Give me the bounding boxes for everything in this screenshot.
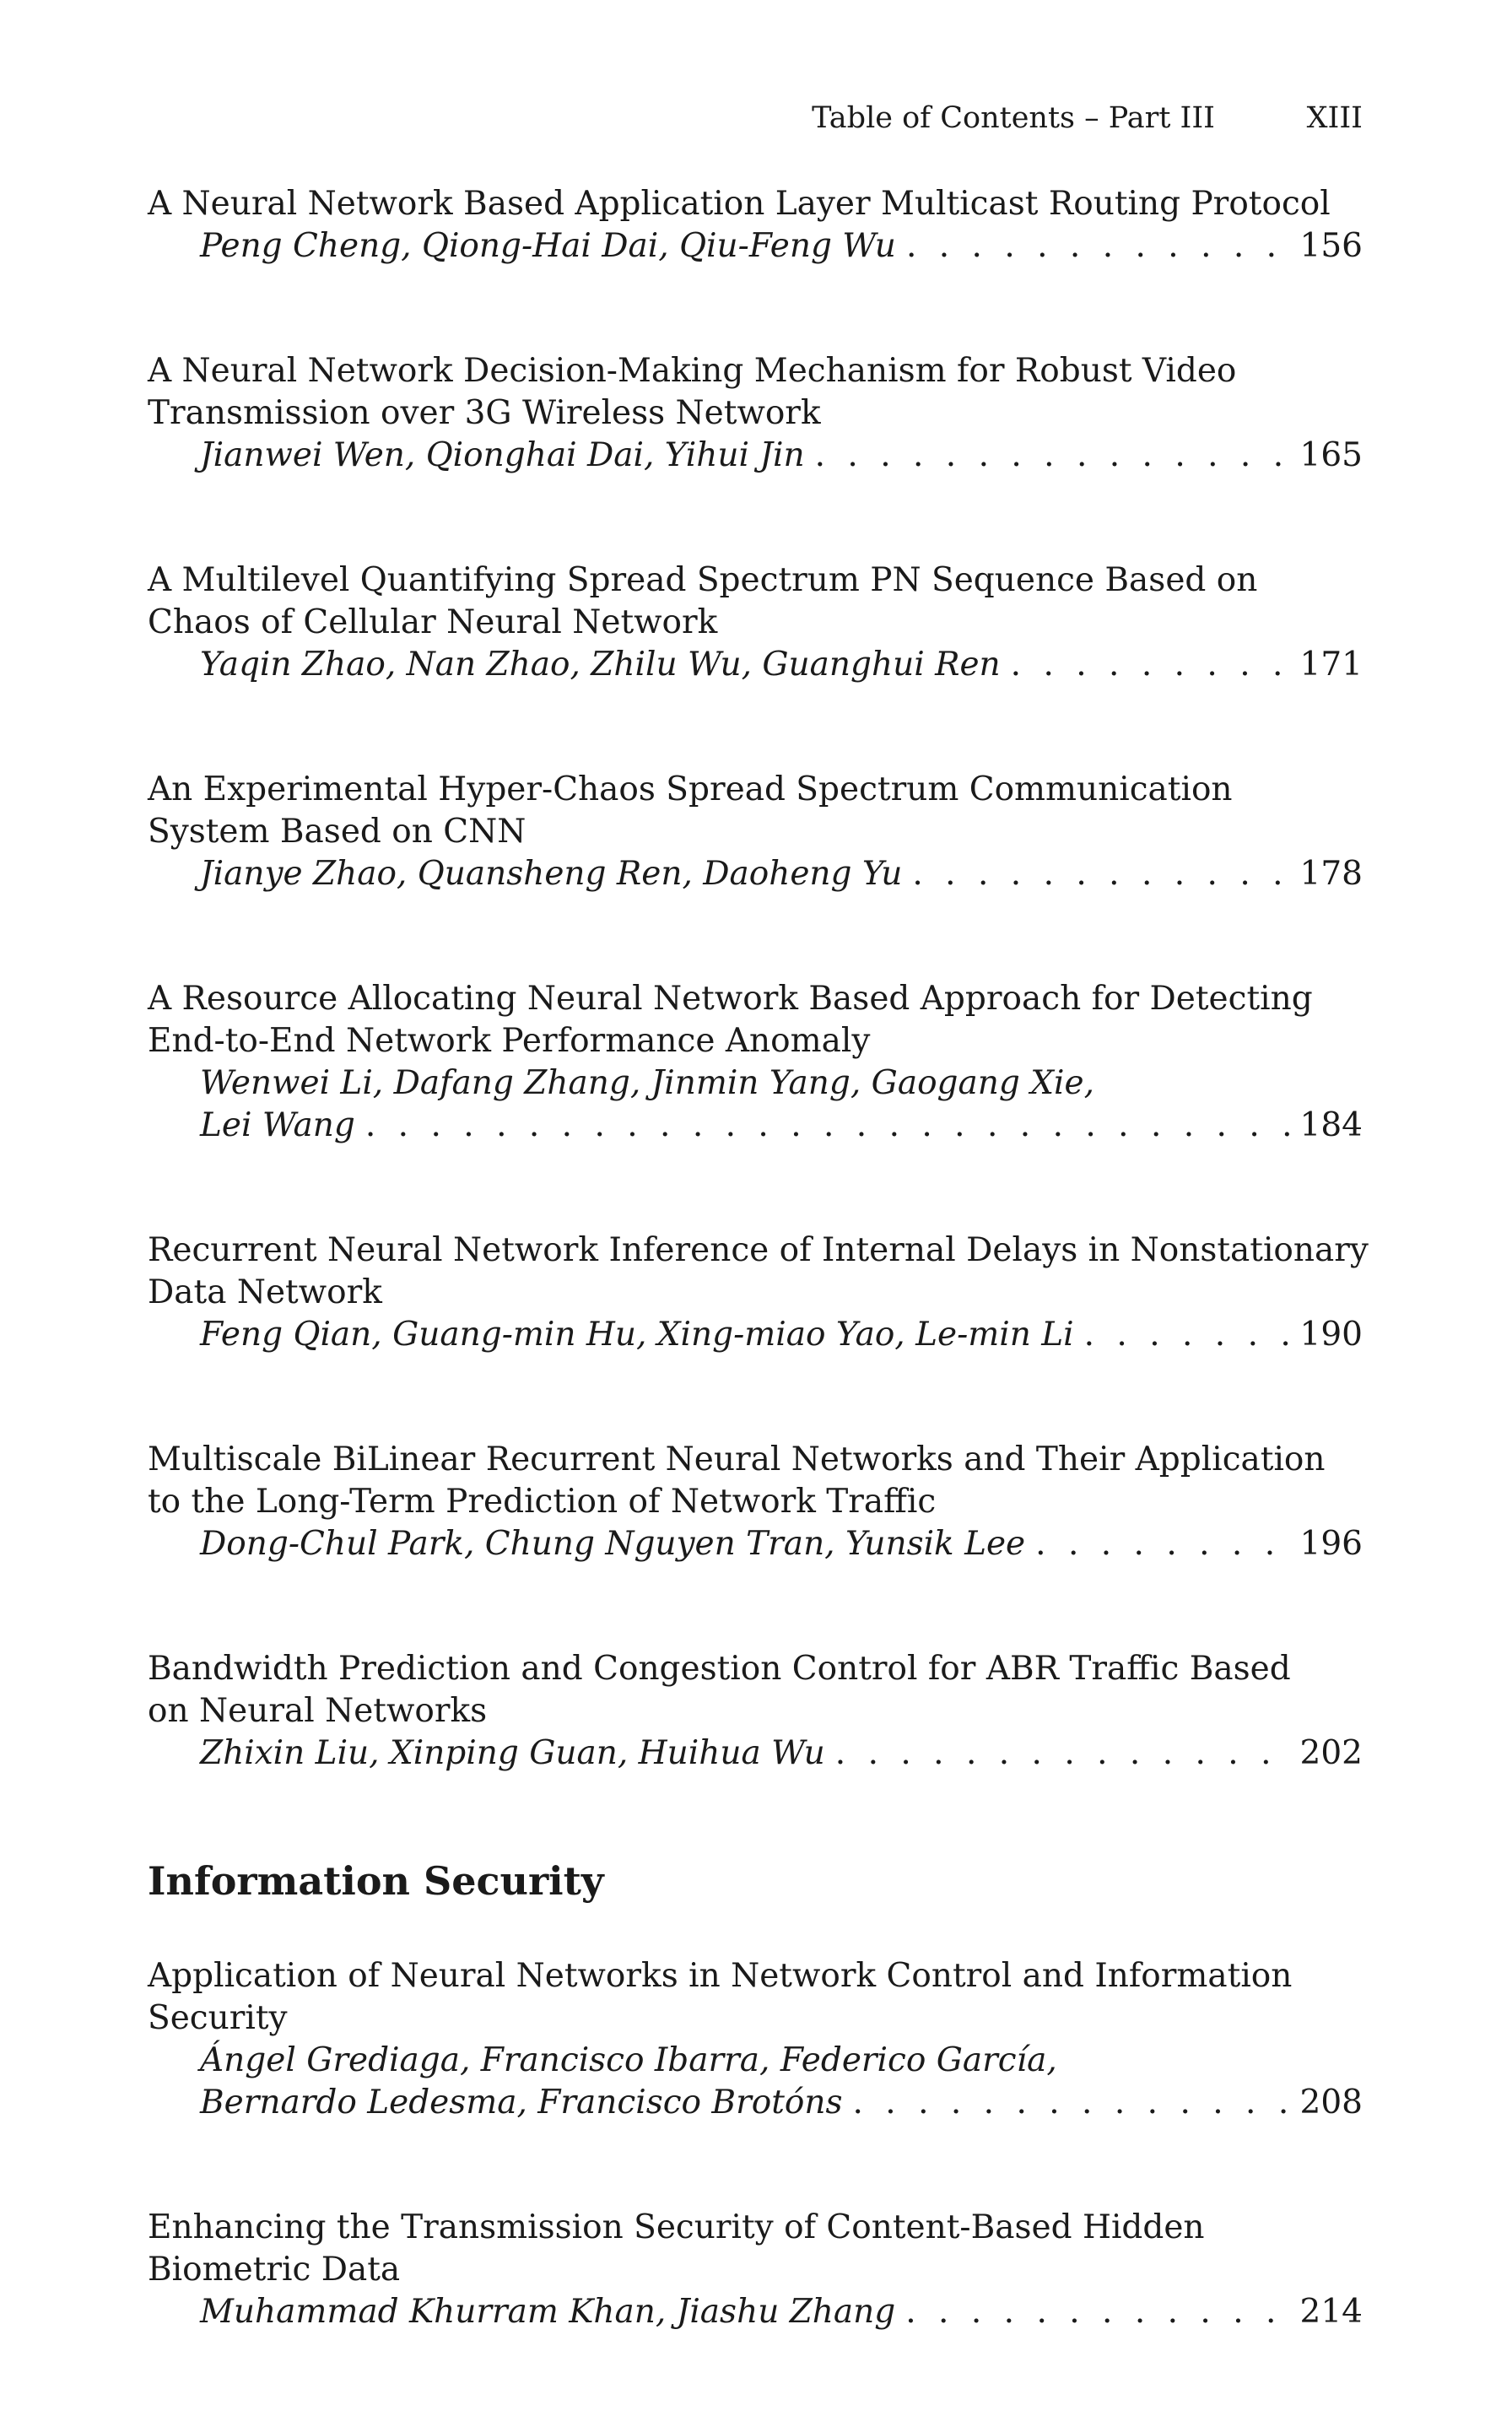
entry-title-line: Security <box>148 1999 288 2037</box>
toc-entries-information-security <box>148 1955 1363 2333</box>
entry-page-number: 171 <box>1299 646 1363 684</box>
dot-leader <box>1084 1314 1290 1356</box>
toc-entry[interactable] <box>148 559 1363 686</box>
entry-authors: Dong-Chul Park, Chung Nguyen Tran, Yunsik Lee <box>200 1525 1026 1563</box>
dot-leader <box>815 435 1290 477</box>
entry-authors-row <box>148 1105 1363 1147</box>
entry-title-line: to the Long-Term Prediction of Network Traffic <box>148 1483 937 1521</box>
entry-page-number: 190 <box>1299 1316 1363 1354</box>
dot-leader <box>853 2082 1290 2124</box>
entry-title-line: Bandwidth Prediction and Congestion Control for ABR Traffic Based <box>148 1650 1291 1688</box>
toc-entry[interactable] <box>148 1955 1363 2124</box>
entry-title-line: Data Network <box>148 1273 382 1311</box>
entry-title-line: A Neural Network Decision-Making Mechanism for Robust Video <box>148 352 1237 390</box>
dot-leader <box>1035 1523 1289 1565</box>
entry-authors-row <box>148 2291 1363 2333</box>
entry-page-number: 184 <box>1299 1106 1363 1144</box>
entry-title-line: Biometric Data <box>148 2251 401 2289</box>
entry-authors-row <box>148 435 1363 477</box>
entry-authors: Peng Cheng, Qiong-Hai Dai, Qiu-Feng Wu <box>200 227 896 265</box>
entry-page-number: 178 <box>1299 855 1363 893</box>
entry-title-line: System Based on CNN <box>148 813 526 851</box>
entry-authors-line: Wenwei Li, Dafang Zhang, Jinmin Yang, Gaogang Xie, <box>200 1064 1094 1102</box>
toc-entry[interactable] <box>148 183 1363 268</box>
entry-title-line: on Neural Networks <box>148 1692 488 1730</box>
entry-authors: Yaqin Zhao, Nan Zhao, Zhilu Wu, Guanghui Ren <box>200 646 1001 684</box>
toc-entry[interactable] <box>148 1439 1363 1565</box>
running-head-title: Table of Contents – Part III <box>812 101 1215 135</box>
entry-authors-row <box>148 853 1363 895</box>
entry-authors: Bernardo Ledesma, Francisco Brotóns <box>200 2084 843 2121</box>
entry-authors: Feng Qian, Guang-min Hu, Xing-miao Yao, Le-min Li <box>200 1316 1074 1354</box>
toc-entry[interactable] <box>148 1648 1363 1775</box>
entry-title-line: Transmission over 3G Wireless Network <box>148 394 821 432</box>
entry-authors: Zhixin Liu, Xinping Guan, Huihua Wu <box>200 1734 825 1772</box>
dot-leader <box>835 1732 1290 1775</box>
toc-entry[interactable] <box>148 2207 1363 2333</box>
entry-title-line: Recurrent Neural Network Inference of Internal Delays in Nonstationary <box>148 1231 1369 1269</box>
toc-entry[interactable] <box>148 769 1363 895</box>
entry-authors-row <box>148 2082 1363 2124</box>
entry-authors-line: Ángel Grediaga, Francisco Ibarra, Federico García, <box>200 2041 1057 2079</box>
entry-title-line: Chaos of Cellular Neural Network <box>148 603 718 641</box>
toc-entry[interactable] <box>148 978 1363 1147</box>
entry-title-line: A Multilevel Quantifying Spread Spectrum PN Sequence Based on <box>148 561 1258 599</box>
entry-page-number: 214 <box>1299 2293 1363 2331</box>
entry-title-line: Application of Neural Networks in Network Control and Information <box>148 1957 1293 1995</box>
entry-authors: Jianye Zhao, Quansheng Ren, Daoheng Yu <box>200 855 903 893</box>
table-of-contents <box>148 183 1369 2416</box>
dot-leader <box>906 225 1290 268</box>
entry-page-number: 196 <box>1299 1525 1363 1563</box>
dot-leader <box>905 2291 1289 2333</box>
entry-title-line: Multiscale BiLinear Recurrent Neural Networks and Their Application <box>148 1440 1326 1478</box>
toc-entry[interactable] <box>148 350 1363 477</box>
dot-leader <box>365 1105 1290 1147</box>
section-heading: Information Security <box>148 1858 604 1904</box>
toc-entries-network-group <box>148 183 1369 1775</box>
entry-authors-row <box>148 1523 1363 1565</box>
entry-title-line: Enhancing the Transmission Security of Content-Based Hidden <box>148 2208 1205 2246</box>
running-head-page-number: XIII <box>1306 101 1363 135</box>
entry-title-line: End-to-End Network Performance Anomaly <box>148 1022 871 1060</box>
entry-authors: Lei Wang <box>200 1106 355 1144</box>
dot-leader <box>1011 644 1290 686</box>
entry-authors: Muhammad Khurram Khan, Jiashu Zhang <box>200 2293 896 2331</box>
entry-authors-row <box>148 1732 1363 1775</box>
dot-leader <box>912 853 1289 895</box>
running-head <box>148 100 1363 137</box>
entry-authors-row <box>148 225 1363 268</box>
entry-page-number: 165 <box>1299 436 1363 474</box>
entry-page-number: 208 <box>1299 2084 1363 2121</box>
entry-authors-row <box>148 1314 1363 1356</box>
entry-page-number: 156 <box>1299 227 1363 265</box>
entry-authors-row <box>148 644 1363 686</box>
toc-entry[interactable] <box>148 1230 1369 1356</box>
entry-authors: Jianwei Wen, Qionghai Dai, Yihui Jin <box>200 436 805 474</box>
entry-title-line: A Neural Network Based Application Layer Multicast Routing Protocol <box>148 185 1331 223</box>
entry-title-line: An Experimental Hyper-Chaos Spread Spectrum Communication <box>148 770 1233 808</box>
entry-page-number: 202 <box>1299 1734 1363 1772</box>
entry-title-line: A Resource Allocating Neural Network Based Approach for Detecting <box>148 980 1313 1018</box>
